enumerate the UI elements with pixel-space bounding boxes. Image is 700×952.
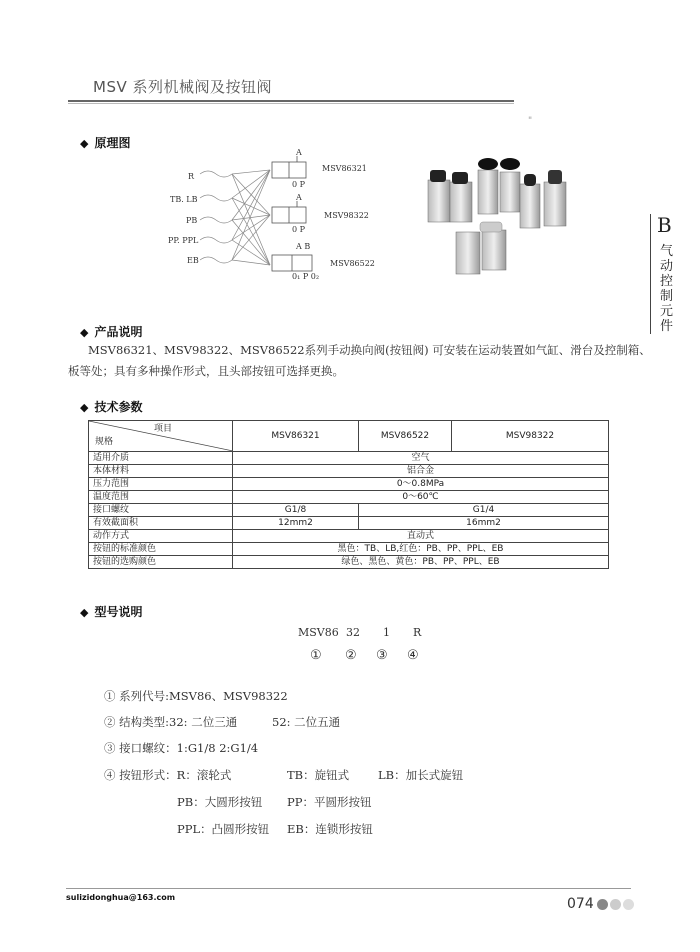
row-value: 直动式 bbox=[233, 530, 609, 543]
title-rule-thin bbox=[68, 103, 514, 104]
diamond-bullet-icon: ◆ bbox=[80, 606, 89, 619]
side-tab-label: 气动控制元件 bbox=[660, 244, 674, 334]
row-value: 0～60℃ bbox=[233, 491, 609, 504]
model-explain-series: ① 系列代号:MSV86、MSV98322 bbox=[104, 689, 288, 703]
table-row bbox=[89, 452, 609, 465]
corner-mark: " bbox=[528, 116, 533, 126]
footer-rule bbox=[66, 888, 631, 889]
model-explain-structure-52: 52: 二位五通 bbox=[272, 715, 341, 729]
model-marker-4: ④ bbox=[407, 648, 419, 663]
valve-schematic-diagram bbox=[160, 150, 380, 290]
table-row bbox=[89, 543, 609, 556]
valve3-bottom-ports: 0₁ P 0₂ bbox=[292, 272, 320, 281]
section-specs bbox=[80, 398, 142, 415]
description-line-2: 板等处；具有多种操作形式，且头部按钮可选择更换。 bbox=[68, 364, 344, 378]
model-explain-button-r: ④ 按钮形式：R：滚轮式 bbox=[104, 768, 232, 782]
model-code-part-button: R bbox=[413, 626, 422, 639]
row-label: 适用介质 bbox=[89, 452, 233, 465]
diagram-label-tb-lb: TB. LB bbox=[170, 195, 198, 204]
row-label: 压力范围 bbox=[89, 478, 233, 491]
table-row bbox=[89, 465, 609, 478]
row-value-left: 12mm2 bbox=[233, 517, 359, 530]
footer-email[interactable]: sulizidonghua@163.com bbox=[66, 893, 176, 902]
valve2-bottom-ports: 0 P bbox=[292, 225, 306, 234]
row-label: 按钮的选购颜色 bbox=[89, 556, 233, 569]
table-row bbox=[89, 478, 609, 491]
table-row bbox=[89, 504, 609, 517]
diagram-label-pb: PB bbox=[186, 216, 198, 225]
section-model-label: 型号说明 bbox=[94, 605, 143, 619]
model-code-part-thread: 1 bbox=[383, 626, 390, 639]
valve3-top-ports: A B bbox=[296, 242, 311, 251]
row-label: 温度范围 bbox=[89, 491, 233, 504]
model-explain-button-pb: PB：大圆形按钮 bbox=[177, 795, 263, 809]
page-number: 074 bbox=[567, 896, 594, 912]
row-label: 本体材料 bbox=[89, 465, 233, 478]
row-value: 铝合金 bbox=[233, 465, 609, 478]
row-label: 动作方式 bbox=[89, 530, 233, 543]
side-tab-letter: B bbox=[657, 213, 672, 237]
model-explain-button-tb: TB：旋钮式 bbox=[287, 768, 350, 782]
spec-header-diagonal-cell bbox=[89, 421, 233, 452]
valve2-top-port: A bbox=[296, 193, 302, 202]
model-explain-button-lb: LB：加长式旋钮 bbox=[378, 768, 464, 782]
spec-col-msv98322: MSV98322 bbox=[452, 421, 609, 452]
model-code-part-series: MSV86 bbox=[298, 626, 339, 639]
row-value: 空气 bbox=[233, 452, 609, 465]
description-line-1: MSV86321、MSV98322、MSV86522系列手动换向阀(按钮阀) 可安装在运动装置如气缸、滑台及控制箱、 bbox=[88, 343, 651, 357]
diagram-label-r: R bbox=[188, 172, 195, 181]
section-description bbox=[80, 323, 142, 340]
section-description-label: 产品说明 bbox=[94, 325, 143, 339]
row-value-left: G1/8 bbox=[233, 504, 359, 517]
spec-header-item: 项目 bbox=[153, 424, 172, 434]
model-marker-1: ① bbox=[310, 648, 322, 663]
model-code-part-structure: 32 bbox=[346, 626, 360, 639]
model-explain-button-ppl: PPL：凸圆形按钮 bbox=[177, 822, 270, 836]
row-value: 绿色、黑色、黄色：PB、PP、PPL、EB bbox=[233, 556, 609, 569]
row-label: 有效截面积 bbox=[89, 517, 233, 530]
row-value: 0～0.8MPa bbox=[233, 478, 609, 491]
section-principle-label: 原理图 bbox=[94, 136, 131, 150]
valve1-name: MSV86321 bbox=[322, 164, 367, 173]
table-row bbox=[89, 491, 609, 504]
model-explain-button-pp: PP：平圆形按钮 bbox=[287, 795, 372, 809]
page-dot-icon bbox=[610, 899, 621, 910]
section-model bbox=[80, 603, 142, 620]
page-title: MSV 系列机械阀及按钮阀 bbox=[93, 78, 272, 96]
model-marker-3: ③ bbox=[376, 648, 388, 663]
spec-col-msv86321: MSV86321 bbox=[233, 421, 359, 452]
model-explain-button-eb: EB：连锁形按钮 bbox=[287, 822, 373, 836]
spec-table bbox=[88, 420, 609, 569]
page-dot-icon bbox=[597, 899, 608, 910]
spec-header-row bbox=[89, 421, 609, 452]
table-row bbox=[89, 556, 609, 569]
valve1-top-port: A bbox=[296, 148, 302, 157]
row-label: 接口螺纹 bbox=[89, 504, 233, 517]
row-label: 按钮的标准颜色 bbox=[89, 543, 233, 556]
diagram-label-eb: EB bbox=[187, 256, 199, 265]
title-rule bbox=[68, 100, 514, 102]
spec-col-msv86522: MSV86522 bbox=[359, 421, 452, 452]
diamond-bullet-icon: ◆ bbox=[80, 401, 89, 414]
section-principle bbox=[80, 134, 130, 151]
row-value: 黑色：TB、LB,红色：PB、PP、PPL、EB bbox=[233, 543, 609, 556]
table-row bbox=[89, 517, 609, 530]
model-explain-thread: ③ 接口螺纹：1:G1/8 2:G1/4 bbox=[104, 741, 259, 755]
product-photo bbox=[420, 152, 580, 280]
row-value-right: G1/4 bbox=[359, 504, 609, 517]
diamond-bullet-icon: ◆ bbox=[80, 137, 89, 150]
diagram-label-pp-ppl: PP. PPL bbox=[168, 236, 199, 245]
diamond-bullet-icon: ◆ bbox=[80, 326, 89, 339]
model-marker-2: ② bbox=[345, 648, 357, 663]
model-explain-structure-32: ② 结构类型:32: 二位三通 bbox=[104, 715, 238, 729]
section-specs-label: 技术参数 bbox=[94, 400, 143, 414]
row-value-right: 16mm2 bbox=[359, 517, 609, 530]
spec-header-spec: 规格 bbox=[95, 437, 114, 447]
valve2-name: MSV98322 bbox=[324, 211, 369, 220]
valve3-name: MSV86522 bbox=[330, 259, 375, 268]
page-dot-icon bbox=[623, 899, 634, 910]
table-row bbox=[89, 530, 609, 543]
valve1-bottom-ports: 0 P bbox=[292, 180, 306, 189]
